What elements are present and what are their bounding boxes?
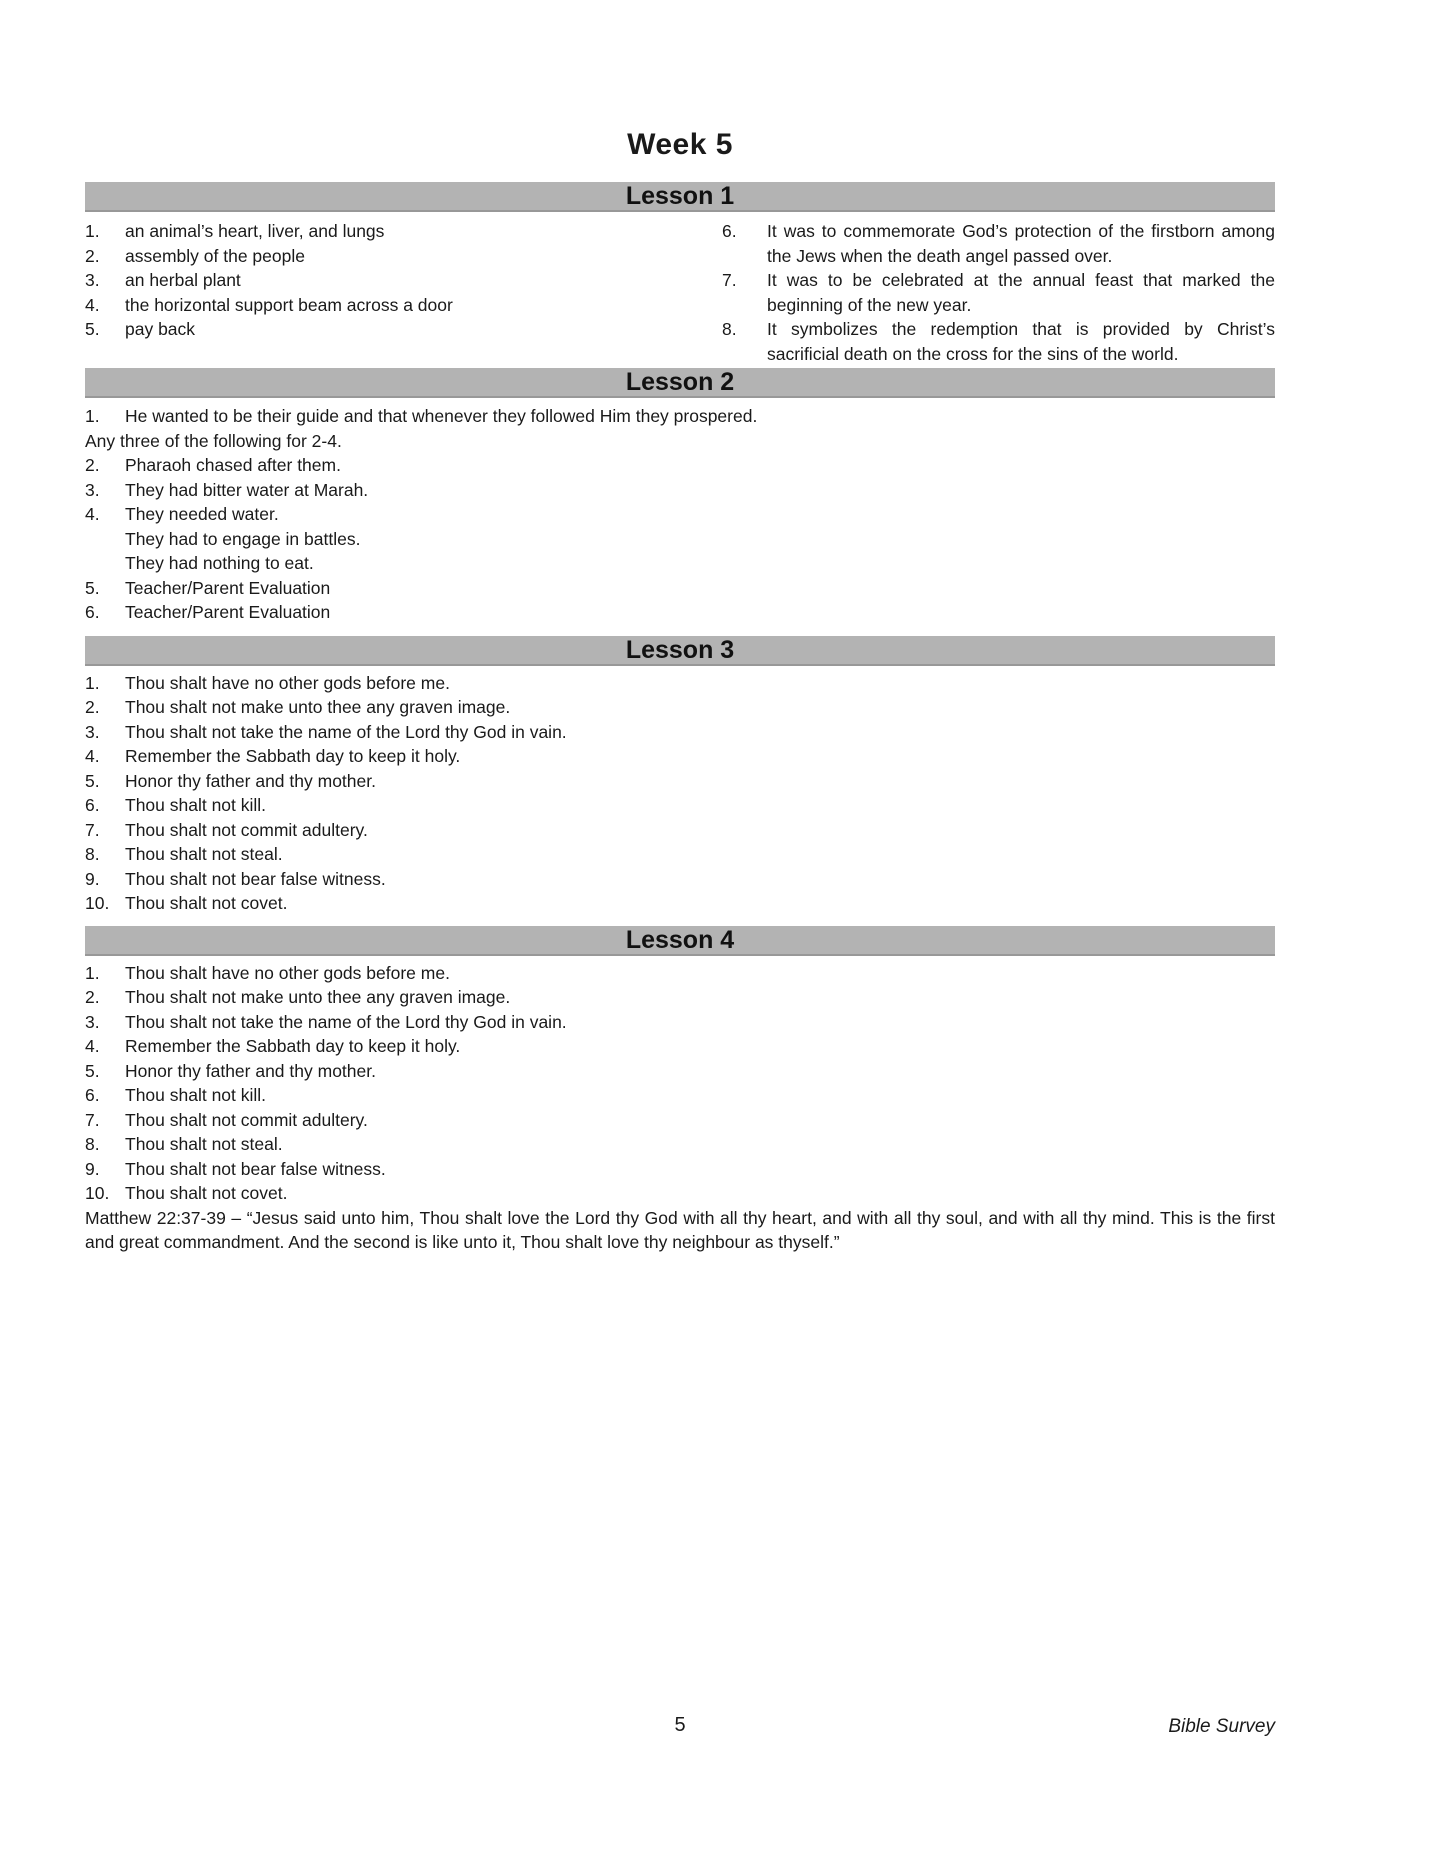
- item-text: Any three of the following for 2-4.: [85, 430, 342, 451]
- item-text: Honor thy father and thy mother.: [125, 1060, 376, 1081]
- page-number: 5: [674, 1714, 686, 1736]
- lesson1-columns: [85, 219, 1275, 366]
- item-text: They had to engage in battles.: [125, 528, 361, 549]
- lesson-heading-bar: [85, 636, 1275, 666]
- list-item: [85, 769, 1275, 794]
- item-text: the horizontal support beam across a door: [125, 294, 453, 315]
- item-number: 5.: [85, 319, 100, 339]
- item-text: Remember the Sabbath day to keep it holy.: [125, 1036, 461, 1056]
- item-number: 6.: [85, 795, 100, 815]
- item-text: Honor thy father and thy mother.: [125, 770, 376, 791]
- item-number: 5.: [85, 577, 100, 598]
- list-item: [85, 1108, 1275, 1133]
- item-number: 7.: [85, 1109, 100, 1130]
- list-item: [85, 527, 1275, 552]
- list-item: [85, 600, 1275, 625]
- item-number: 3.: [85, 1011, 100, 1032]
- item-number: 3.: [85, 479, 100, 500]
- item-number: 6.: [722, 221, 737, 241]
- item-number: 7.: [85, 819, 100, 840]
- item-number: 1.: [85, 962, 100, 983]
- list-item: [85, 1010, 1275, 1035]
- scripture-paragraph: Matthew 22:37-39 – “Jesus said unto him, Thou shalt love the Lord thy God with all thy heart, and with all thy soul, and with all thy mind. This is the first and great commandment. And the second is like unto it, Thou shalt love thy neighbour as thyself.”: [85, 1207, 1275, 1252]
- footer-doc-title: Bible Survey: [1168, 1716, 1275, 1737]
- item-number: 4.: [85, 746, 100, 766]
- lesson-section-2: [85, 368, 1275, 625]
- item-number: 10.: [85, 893, 110, 913]
- item-text: Thou shalt not make unto thee any graven image.: [125, 697, 511, 717]
- answer-list-left: [85, 219, 700, 366]
- item-number: 10.: [85, 1183, 110, 1203]
- item-text: Thou shalt not take the name of the Lord thy God in vain.: [125, 721, 567, 742]
- column-gap: [700, 219, 722, 366]
- item-number: 1.: [85, 221, 100, 241]
- lesson-heading-bar: [85, 368, 1275, 398]
- list-item: [85, 793, 1275, 818]
- item-text: They needed water.: [125, 504, 279, 524]
- item-number: 5.: [85, 1060, 100, 1081]
- item-text: Thou shalt not bear false witness.: [125, 1158, 386, 1179]
- lesson-heading-bar: [85, 182, 1275, 212]
- item-number: 6.: [85, 1085, 100, 1105]
- list-item: [85, 1181, 1275, 1206]
- item-number: 8.: [85, 844, 100, 864]
- list-item: [85, 1157, 1275, 1182]
- item-text: Thou shalt not covet.: [125, 893, 288, 913]
- lesson-section-4: [85, 926, 1275, 1255]
- item-text: Teacher/Parent Evaluation: [125, 602, 331, 622]
- item-text: pay back: [125, 319, 196, 339]
- list-item: [85, 891, 1275, 916]
- answer-list: [85, 404, 1275, 625]
- list-item: [85, 244, 700, 269]
- list-item: [85, 671, 1275, 696]
- item-number: 2.: [85, 455, 100, 475]
- list-item: [85, 1059, 1275, 1084]
- lesson-heading: Lesson 3: [625, 635, 735, 664]
- item-text: He wanted to be their guide and that whenever they followed Him they prospered.: [125, 406, 758, 426]
- list-item: [722, 317, 1275, 366]
- item-text: Thou shalt have no other gods before me.: [125, 962, 450, 983]
- list-item: [85, 429, 1275, 454]
- item-number: 2.: [85, 987, 100, 1007]
- list-item: [85, 867, 1275, 892]
- item-number: [85, 527, 125, 552]
- item-number: 4.: [85, 1036, 100, 1056]
- lesson-section-3: [85, 636, 1275, 916]
- item-number: 4.: [85, 294, 100, 315]
- item-number: 7.: [722, 270, 737, 290]
- item-number: 4.: [85, 504, 100, 524]
- item-number: 8.: [722, 319, 737, 339]
- list-item: [85, 453, 1275, 478]
- item-number: 6.: [85, 602, 100, 622]
- list-item: [722, 268, 1275, 317]
- list-item: [85, 317, 700, 342]
- item-text: Thou shalt not take the name of the Lord thy God in vain.: [125, 1011, 567, 1032]
- item-text: They had bitter water at Marah.: [125, 479, 369, 500]
- item-number: 2.: [85, 697, 100, 717]
- list-item: [85, 502, 1275, 527]
- item-text: Thou shalt not kill.: [125, 1085, 267, 1105]
- list-item: [85, 219, 700, 244]
- item-text: It was to be celebrated at the annual feast that marked the beginning of the new year.: [767, 270, 1275, 315]
- page-content: [85, 0, 1275, 1255]
- lesson-heading: Lesson 4: [625, 925, 735, 954]
- item-text: Thou shalt not steal.: [125, 844, 283, 864]
- item-text: an animal’s heart, liver, and lungs: [125, 221, 385, 241]
- answer-list-right: [722, 219, 1275, 366]
- item-text: Teacher/Parent Evaluation: [125, 577, 331, 598]
- item-text: Thou shalt not commit adultery.: [125, 819, 368, 840]
- item-text: Thou shalt have no other gods before me.: [125, 672, 450, 693]
- item-number: 2.: [85, 245, 100, 266]
- item-number: 8.: [85, 1134, 100, 1154]
- item-text: They had nothing to eat.: [125, 553, 314, 573]
- page-footer: [85, 1712, 1275, 1742]
- item-number: 1.: [85, 406, 100, 426]
- list-item: [85, 1034, 1275, 1059]
- lesson-heading: Lesson 1: [625, 182, 735, 210]
- item-text: Thou shalt not steal.: [125, 1134, 283, 1154]
- item-text: Thou shalt not covet.: [125, 1183, 288, 1203]
- item-number: 3.: [85, 721, 100, 742]
- list-item: [85, 576, 1275, 601]
- item-number: 9.: [85, 1158, 100, 1179]
- list-item: [85, 720, 1275, 745]
- item-number: 1.: [85, 672, 100, 693]
- lesson-section-1: [85, 182, 1275, 366]
- item-text: Pharaoh chased after them.: [125, 455, 341, 475]
- item-text: It symbolizes the redemption that is provided by Christ’s sacrificial death on the cross for the sins of the world.: [767, 319, 1275, 364]
- item-text: Thou shalt not commit adultery.: [125, 1109, 368, 1130]
- lesson-heading: Lesson 2: [625, 368, 735, 396]
- item-text: Thou shalt not make unto thee any graven image.: [125, 987, 511, 1007]
- item-number: [85, 551, 125, 576]
- list-item: [85, 404, 1275, 429]
- item-text: assembly of the people: [125, 245, 305, 266]
- list-item: [85, 293, 700, 318]
- item-text: an herbal plant: [125, 270, 241, 290]
- item-text: Thou shalt not bear false witness.: [125, 868, 386, 889]
- list-item: [722, 219, 1275, 268]
- lesson-heading-bar: [85, 926, 1275, 956]
- list-item: [85, 551, 1275, 576]
- list-item: [85, 1132, 1275, 1157]
- list-item: [85, 268, 700, 293]
- answer-list: [85, 961, 1275, 1206]
- list-item: [85, 695, 1275, 720]
- page-title: Week 5: [627, 128, 733, 161]
- item-number: 9.: [85, 868, 100, 889]
- item-text: Remember the Sabbath day to keep it holy.: [125, 746, 461, 766]
- item-number: 3.: [85, 270, 100, 290]
- list-item: [85, 744, 1275, 769]
- list-item: [85, 985, 1275, 1010]
- answer-list: [85, 671, 1275, 916]
- list-item: [85, 478, 1275, 503]
- list-item: [85, 1083, 1275, 1108]
- item-text: Thou shalt not kill.: [125, 795, 267, 815]
- list-item: [85, 961, 1275, 986]
- list-item: [85, 842, 1275, 867]
- item-text: It was to commemorate God’s protection of the firstborn among the Jews when the death angel passed over.: [767, 221, 1275, 266]
- item-number: 5.: [85, 770, 100, 791]
- list-item: [85, 818, 1275, 843]
